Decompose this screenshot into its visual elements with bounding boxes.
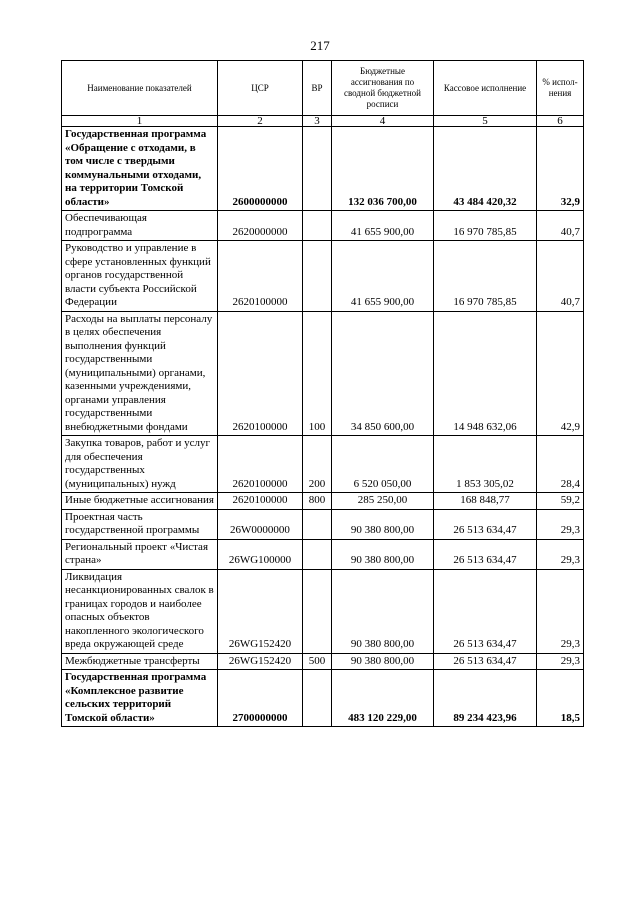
budget-execution-table xyxy=(61,60,584,727)
column-number: 3 xyxy=(303,116,332,127)
row-name: Обеспечивающая подпрограмма xyxy=(62,211,218,241)
header-csr: ЦСР xyxy=(218,61,303,116)
row-csr: 2620100000 xyxy=(218,241,303,312)
row-budget: 41 655 900,00 xyxy=(332,211,434,241)
row-cash: 1 853 305,02 xyxy=(434,436,537,493)
row-vr xyxy=(303,211,332,241)
row-cash: 168 848,77 xyxy=(434,493,537,510)
column-number: 2 xyxy=(218,116,303,127)
row-name: Ликвидация несанкционированных свалок в границах городов и наиболее опасных объектов накопленного экологического вреда окружающей среде xyxy=(62,569,218,653)
row-csr: 26WG152420 xyxy=(218,569,303,653)
row-name: Руководство и управление в сфере установленных функций органов государственной власти субъекта Российской Федерации xyxy=(62,241,218,312)
row-vr: 500 xyxy=(303,653,332,670)
table-row xyxy=(62,211,584,241)
row-pct: 59,2 xyxy=(537,493,584,510)
row-budget: 90 380 800,00 xyxy=(332,539,434,569)
row-pct: 40,7 xyxy=(537,211,584,241)
row-csr: 26WG152420 xyxy=(218,653,303,670)
row-cash: 26 513 634,47 xyxy=(434,653,537,670)
table-row xyxy=(62,509,584,539)
table-row xyxy=(62,311,584,436)
row-csr: 2620100000 xyxy=(218,311,303,436)
row-pct: 29,3 xyxy=(537,539,584,569)
column-number: 5 xyxy=(434,116,537,127)
row-name: Закупка товаров, работ и услуг для обеспечения государственных (муниципальных) нужд xyxy=(62,436,218,493)
row-cash: 43 484 420,32 xyxy=(434,127,537,211)
row-csr: 26WG100000 xyxy=(218,539,303,569)
row-name: Расходы на выплаты персоналу в целях обеспечения выполнения функций государственными (муниципальными) органами, казенными учреждениями, органами управления государственными внебюджетными фондами xyxy=(62,311,218,436)
row-pct: 40,7 xyxy=(537,241,584,312)
row-pct: 32,9 xyxy=(537,127,584,211)
table-row xyxy=(62,539,584,569)
row-budget: 34 850 600,00 xyxy=(332,311,434,436)
row-name: Региональный проект «Чистая страна» xyxy=(62,539,218,569)
row-budget: 90 380 800,00 xyxy=(332,509,434,539)
row-cash: 26 513 634,47 xyxy=(434,569,537,653)
row-vr xyxy=(303,127,332,211)
row-vr xyxy=(303,539,332,569)
row-cash: 89 234 423,96 xyxy=(434,670,537,727)
header-name: Наименование показателей xyxy=(62,61,218,116)
column-number-row xyxy=(62,116,584,127)
table-row xyxy=(62,569,584,653)
row-pct: 29,3 xyxy=(537,653,584,670)
table-row xyxy=(62,493,584,510)
row-vr xyxy=(303,509,332,539)
row-csr: 2600000000 xyxy=(218,127,303,211)
row-pct: 29,3 xyxy=(537,509,584,539)
row-cash: 26 513 634,47 xyxy=(434,539,537,569)
row-pct: 28,4 xyxy=(537,436,584,493)
table-row xyxy=(62,436,584,493)
row-vr xyxy=(303,241,332,312)
header-cash: Кассовое исполнение xyxy=(434,61,537,116)
row-budget: 90 380 800,00 xyxy=(332,653,434,670)
row-pct: 18,5 xyxy=(537,670,584,727)
table-row xyxy=(62,670,584,727)
column-number: 4 xyxy=(332,116,434,127)
row-budget: 41 655 900,00 xyxy=(332,241,434,312)
row-csr: 2620100000 xyxy=(218,436,303,493)
table-row xyxy=(62,127,584,211)
row-name: Иные бюджетные ассигнования xyxy=(62,493,218,510)
row-cash: 14 948 632,06 xyxy=(434,311,537,436)
row-budget: 132 036 700,00 xyxy=(332,127,434,211)
row-name: Межбюджетные трансферты xyxy=(62,653,218,670)
row-budget: 6 520 050,00 xyxy=(332,436,434,493)
row-cash: 16 970 785,85 xyxy=(434,241,537,312)
header-pct: % испол-нения xyxy=(537,61,584,116)
row-csr: 2620000000 xyxy=(218,211,303,241)
row-vr xyxy=(303,569,332,653)
row-vr: 200 xyxy=(303,436,332,493)
row-budget: 483 120 229,00 xyxy=(332,670,434,727)
row-name: Государственная программа «Обращение с отходами, в том числе с твердыми коммунальными отходами, на территории Томской области» xyxy=(62,127,218,211)
row-vr xyxy=(303,670,332,727)
header-budget: Бюджетные ассигнования по сводной бюджетной росписи xyxy=(332,61,434,116)
row-cash: 16 970 785,85 xyxy=(434,211,537,241)
row-name: Государственная программа «Комплексное развитие сельских территорий Томской области» xyxy=(62,670,218,727)
table-row xyxy=(62,653,584,670)
row-csr: 2700000000 xyxy=(218,670,303,727)
row-csr: 2620100000 xyxy=(218,493,303,510)
header-vr: ВР xyxy=(303,61,332,116)
row-pct: 42,9 xyxy=(537,311,584,436)
row-cash: 26 513 634,47 xyxy=(434,509,537,539)
row-vr: 100 xyxy=(303,311,332,436)
page-number: 217 xyxy=(310,38,330,53)
column-number: 6 xyxy=(537,116,584,127)
row-pct: 29,3 xyxy=(537,569,584,653)
column-number: 1 xyxy=(62,116,218,127)
row-csr: 26W0000000 xyxy=(218,509,303,539)
row-vr: 800 xyxy=(303,493,332,510)
table-row xyxy=(62,241,584,312)
row-budget: 285 250,00 xyxy=(332,493,434,510)
row-budget: 90 380 800,00 xyxy=(332,569,434,653)
row-name: Проектная часть государственной программы xyxy=(62,509,218,539)
table-header-row xyxy=(62,61,584,116)
